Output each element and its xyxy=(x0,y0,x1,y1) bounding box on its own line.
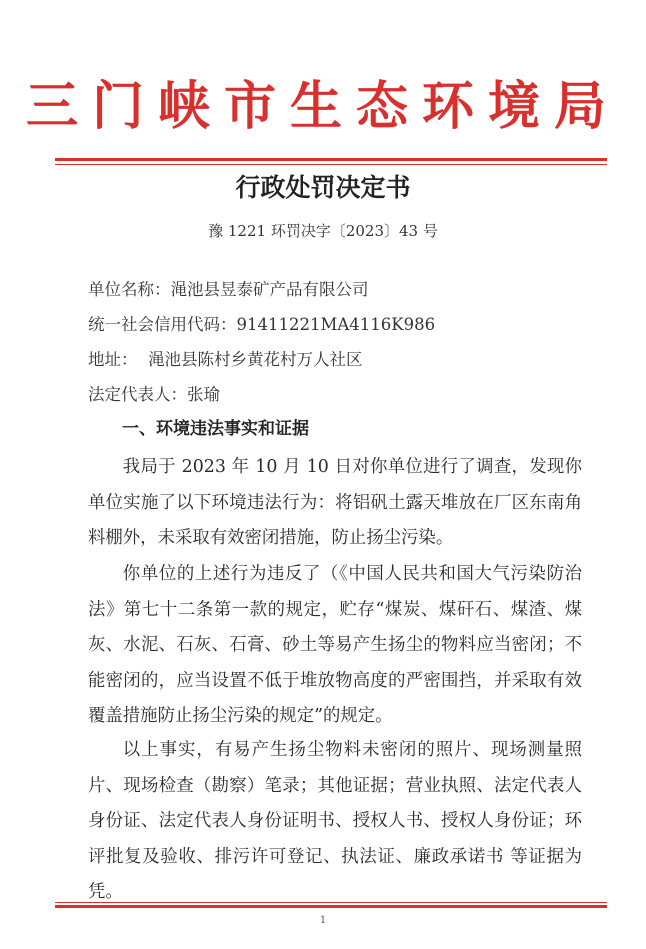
document-number: 豫 1221 环罚决字〔2023〕43 号 xyxy=(208,222,438,240)
address-label: 地址： xyxy=(88,350,138,369)
legal-rep-field xyxy=(88,381,220,405)
credit-code-label: 统一社会信用代码： xyxy=(88,315,237,334)
section-heading: 一、环境违法事实和证据 xyxy=(122,419,309,439)
header-rule-thick xyxy=(55,158,607,161)
header-rule-thin xyxy=(55,164,607,165)
credit-code-value: 91411221MA4116K986 xyxy=(236,315,436,334)
agency-name: 三门峡市生态环境局 xyxy=(25,76,620,137)
footer-rule-thin xyxy=(55,902,607,903)
address-value: 渑池县陈村乡黄花村万人社区 xyxy=(148,350,363,369)
credit-code-field xyxy=(88,311,435,335)
paragraph-violation: 你单位的上述行为违反了（《中国人民共和国大气污染防治法》第七十二条第一款的规定，贮存“煤炭、煤矸石、煤渣、煤灰、水泥、石灰、石膏、砂土等易产生扬尘的物料应当密闭；不能密闭的，应当设置不低于堆放物高度的严密围挡，并采取有效覆盖措施防止扬尘污染的规定”的规定。 xyxy=(88,564,582,726)
legal-rep-label: 法定代表人： xyxy=(88,385,187,404)
unit-name-field xyxy=(88,276,369,300)
unit-name-value: 渑池县昱泰矿产品有限公司 xyxy=(170,280,369,299)
page-number: 1 xyxy=(319,915,327,926)
document-title: 行政处罚决定书 xyxy=(235,173,411,202)
footer-rule-thick xyxy=(55,905,607,908)
paragraph-investigation: 我局于 2023 年 10 月 10 日对你单位进行了调查，发现你单位实施了以下环境违法行为：将铝矾土露天堆放在厂区东南角料棚外，未采取有效密闭措施，防止扬尘污染。 xyxy=(88,457,582,548)
legal-rep-value: 张瑜 xyxy=(187,385,220,404)
unit-name-label: 单位名称： xyxy=(88,280,171,299)
paragraph-evidence: 以上事实，有易产生扬尘物料未密闭的照片、现场测量照片、现场检查（勘察）笔录；其他证据；营业执照、法定代表人身份证、法定代表人身份证明书、授权人书、授权人身份证；环评批复及验收、排污许可登记、执法证、廉政承诺书 等证据为凭。 xyxy=(88,740,582,902)
address-field xyxy=(88,346,363,370)
